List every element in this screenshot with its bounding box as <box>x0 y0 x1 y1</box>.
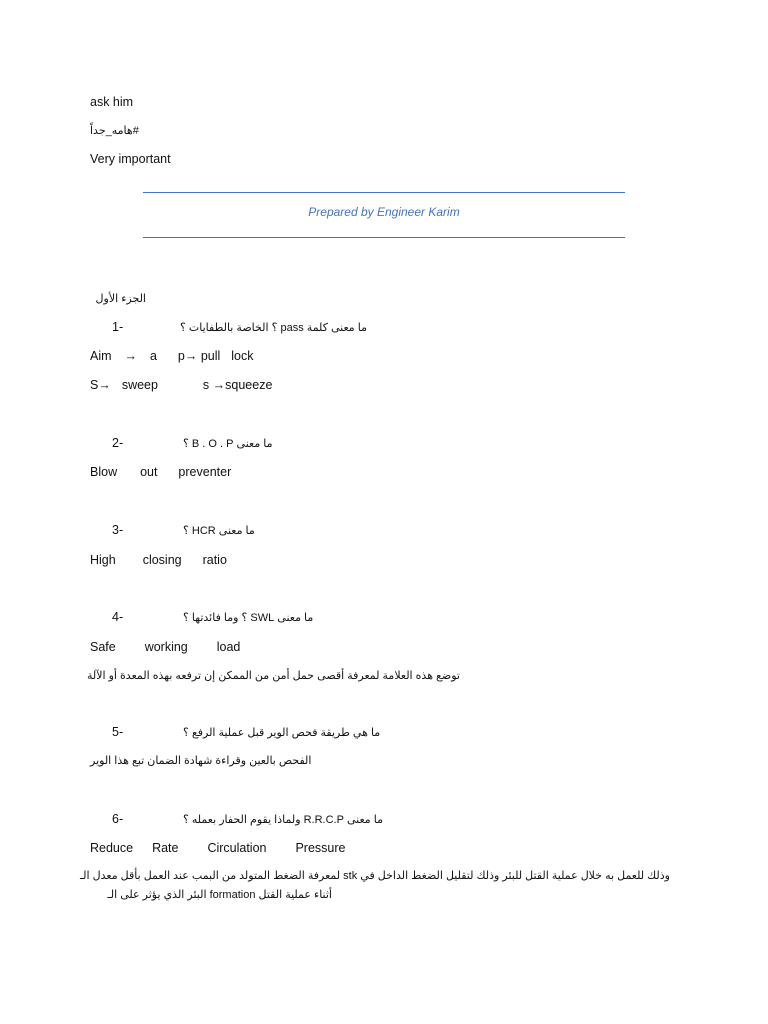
answer-word: out <box>140 465 158 479</box>
note-very-important: Very important <box>90 152 171 166</box>
question-1-number: 1- <box>112 320 124 334</box>
answer-word: Reduce <box>90 841 134 855</box>
answer-word: lock <box>231 349 254 363</box>
question-4-text: ما معنى SWL ؟ وما فائدتها ؟ <box>183 612 314 624</box>
answer-word: S→ <box>90 378 111 392</box>
answer-word: s →squeeze <box>202 378 273 392</box>
question-2-text: ما معنى B . O . P ؟ <box>183 438 273 450</box>
answer-word: closing <box>142 553 182 567</box>
question-1-answer-line-2 <box>90 378 272 392</box>
question-2-answer <box>90 465 231 479</box>
question-4-answer <box>90 640 240 654</box>
note-ask-him: ask him <box>90 95 134 109</box>
question-6-explanation-line-2: أثناء عملية القتل formation البئر الذي يؤثر على الـ <box>107 889 332 901</box>
question-3-number: 3- <box>112 523 124 537</box>
section-title: الجزء الأول <box>95 293 146 305</box>
question-4-number: 4- <box>112 610 124 624</box>
question-6-number: 6- <box>112 812 124 826</box>
question-1-answer-line-1 <box>90 349 253 363</box>
question-5-number: 5- <box>112 725 124 739</box>
answer-word: a <box>149 349 157 363</box>
question-6-answer <box>90 841 346 855</box>
answer-word: Aim <box>90 349 112 363</box>
answer-word: Pressure <box>295 841 346 855</box>
answer-word: Safe <box>90 640 116 654</box>
question-3-text: ما معنى HCR ؟ <box>183 525 255 537</box>
arrow-icon: → <box>124 349 137 363</box>
question-3-answer <box>90 553 227 567</box>
question-2-number: 2- <box>112 436 124 450</box>
question-5-text: ما هي طريقة فحص الوير قبل عملية الرفع ؟ <box>183 727 381 739</box>
hashtag-important: #هامه_جداً <box>90 125 139 137</box>
answer-word: sweep <box>121 378 158 392</box>
banner-prepared-by: Prepared by Engineer Karim <box>308 205 460 219</box>
answer-word: Rate <box>152 841 179 855</box>
banner-bottom-rule <box>143 237 625 238</box>
answer-word: p→ pull <box>177 349 221 363</box>
question-5-explanation: الفحص بالعين وقراءة شهادة الضمان تبع هذا الوير <box>90 755 312 767</box>
question-6-explanation-line-1: وذلك للعمل به خلال عملية القتل للبئر وذلك لتقليل الضغط الداخل في stk لمعرفة الضغط المتولد من البمب عند العمل بأقل معدل الـ <box>79 870 670 882</box>
answer-word: Circulation <box>207 841 267 855</box>
question-1-text: ما معنى كلمة pass ؟ الخاصة بالطفايات ؟ <box>180 322 367 334</box>
answer-word: load <box>216 640 241 654</box>
answer-word: preventer <box>178 465 232 479</box>
question-4-explanation: توضع هذه العلامة لمعرفة أقصى حمل أمن من الممكن إن ترفعه بهذه المعدة أو الآلة <box>86 670 460 682</box>
answer-word: Blow <box>90 465 118 479</box>
question-6-text: ما معنى R.R.C.P ولماذا يقوم الحفار بعمله ؟ <box>183 814 383 826</box>
banner-top-rule <box>143 192 625 193</box>
answer-word: High <box>90 553 116 567</box>
answer-word: working <box>144 640 188 654</box>
answer-word: ratio <box>202 553 227 567</box>
